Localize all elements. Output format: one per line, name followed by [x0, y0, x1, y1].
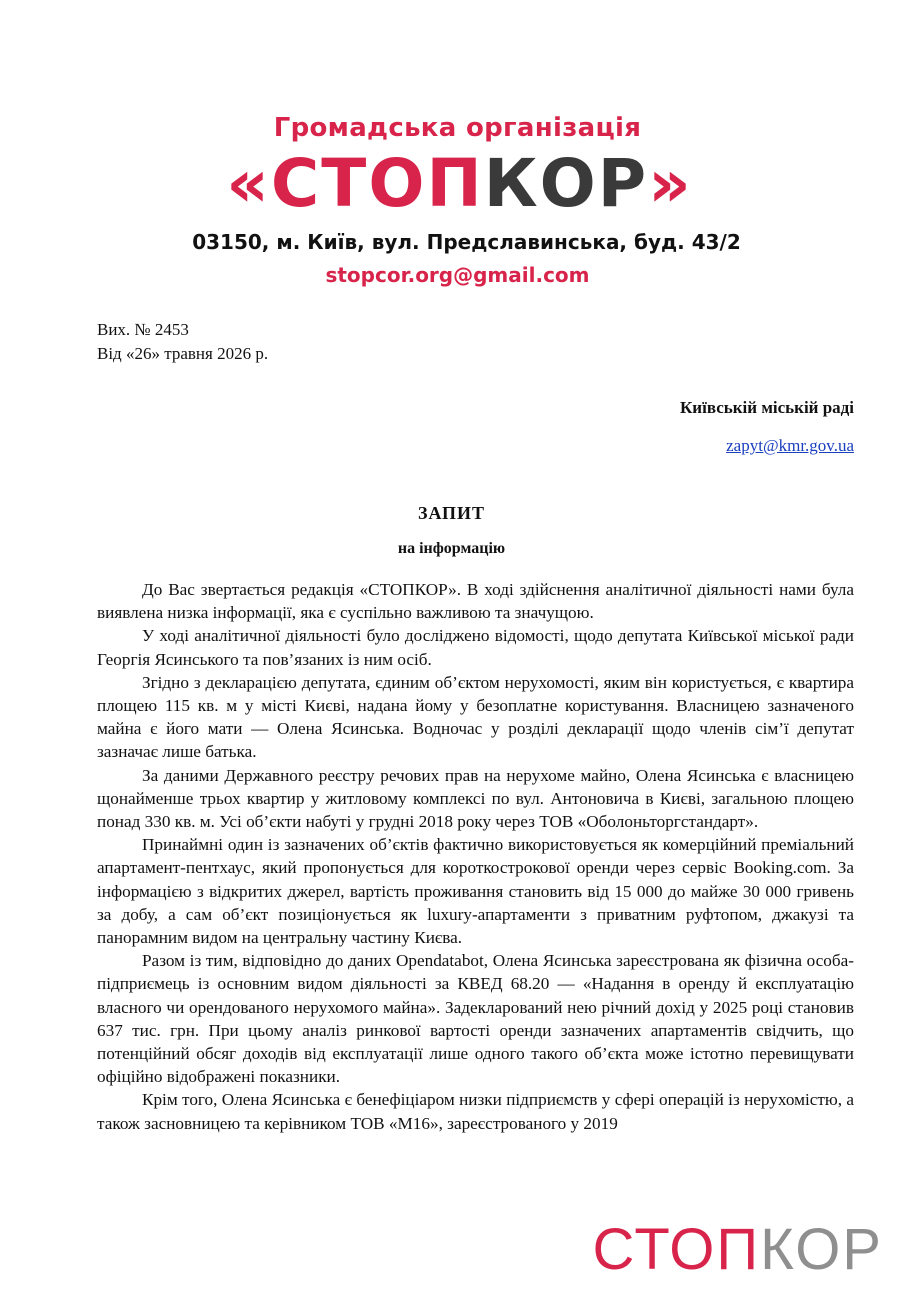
letterhead — [0, 108, 903, 290]
footer-logo-kor: КОР — [760, 1217, 883, 1282]
brand-part-stop: СТОП — [270, 145, 484, 222]
brand-part-kor: КОР — [483, 145, 649, 222]
document-title: ЗАПИТ — [417, 503, 486, 523]
brand-close-quote: » — [648, 145, 693, 222]
brand-open-quote: « — [226, 145, 271, 222]
brand-logo — [0, 146, 903, 222]
organization-email: stopcor.org@gmail.com — [325, 263, 590, 287]
body-paragraph: До Вас звертається редакція «СТОПКОР». В ході здійснення аналітичної діяльності нами була виявлена низка інформації, яка є суспільно важливою та значущою. — [97, 580, 854, 623]
letter-body — [97, 578, 854, 1135]
outgoing-number: Вих. № 2453 — [97, 320, 189, 339]
outgoing-date: Від «26» травня 2026 р. — [97, 344, 269, 363]
footer-logo-stop: СТОП — [592, 1217, 761, 1282]
body-paragraph: Разом із тим, відповідно до даних Opendatabot, Олена Ясинська зареєстрована як фізична особа-підприємець із основним видом діяльності за КВЕД 68.20 — «Надання в оренду й експлуатацію власного чи орендованого нерухомого майна». Задекларований нею річний дохід у 2025 році становив 637 тис. грн. При цьому аналіз ринкової вартості оренди зазначених апартаментів свідчить, що потенційний обсяг доходів від експлуатації лише одного такого об’єкта може істотно перевищувати офіційно відображені показники. — [97, 951, 854, 1087]
outgoing-reference — [97, 318, 268, 366]
body-paragraph: У ході аналітичної діяльності було досліджено відомості, щодо депутата Київської міської ради Георгія Ясинського та пов’язаних із ним осіб. — [97, 626, 854, 669]
document-subtitle: на інформацію — [397, 540, 506, 557]
body-paragraph: Крім того, Олена Ясинська є бенефіціаром низки підприємств у сфері операцій із нерухомістю, а також засновницею та керівником ТОВ «М16», зареєстрованого у 2019 — [97, 1090, 854, 1133]
body-paragraph: Згідно з декларацією депутата, єдиним об’єктом нерухомості, яким він користується, є квартира площею 115 кв. м у місті Києві, надана йому у безоплатне користування. Власницею зазначеного майна є його мати — Олена Ясинська. Водночас у розділі декларації щодо членів сім’ї депутат зазначає лише батька. — [97, 672, 854, 762]
body-paragraph: Принаймні один із зазначених об’єктів фактично використовується як комерційний преміальний апартамент-пентхаус, який пропонується для короткострокової оренди через сервіс Booking.com. За інформацією з відкритих джерел, вартість проживання становить від 15 000 до майже 30 000 гривень за добу, а сам об’єкт позиціонується як luxury-апартаменти з приватним руфтопом, джакузі та панорамним видом на центральну частину Києва. — [97, 835, 854, 948]
body-paragraph: За даними Державного реєстру речових прав на нерухоме майно, Олена Ясинська є власницею щонайменше трьох квартир у житловому комплексі по вул. Антоновича в Києві, загальною площею понад 330 кв. м. Усі об’єкти набуті у грудні 2018 року через ТОВ «Оболоньторгстандарт». — [97, 765, 854, 832]
organization-address: 03150, м. Київ, вул. Предславинська, буд. 43/2 — [192, 230, 741, 254]
recipient-block — [680, 396, 854, 458]
footer-watermark-logo — [592, 1218, 883, 1282]
organization-name: Громадська організація — [273, 113, 642, 143]
recipient-email-link[interactable]: zapyt@kmr.gov.ua — [726, 436, 854, 455]
recipient-name: Київській міській раді — [679, 398, 854, 417]
